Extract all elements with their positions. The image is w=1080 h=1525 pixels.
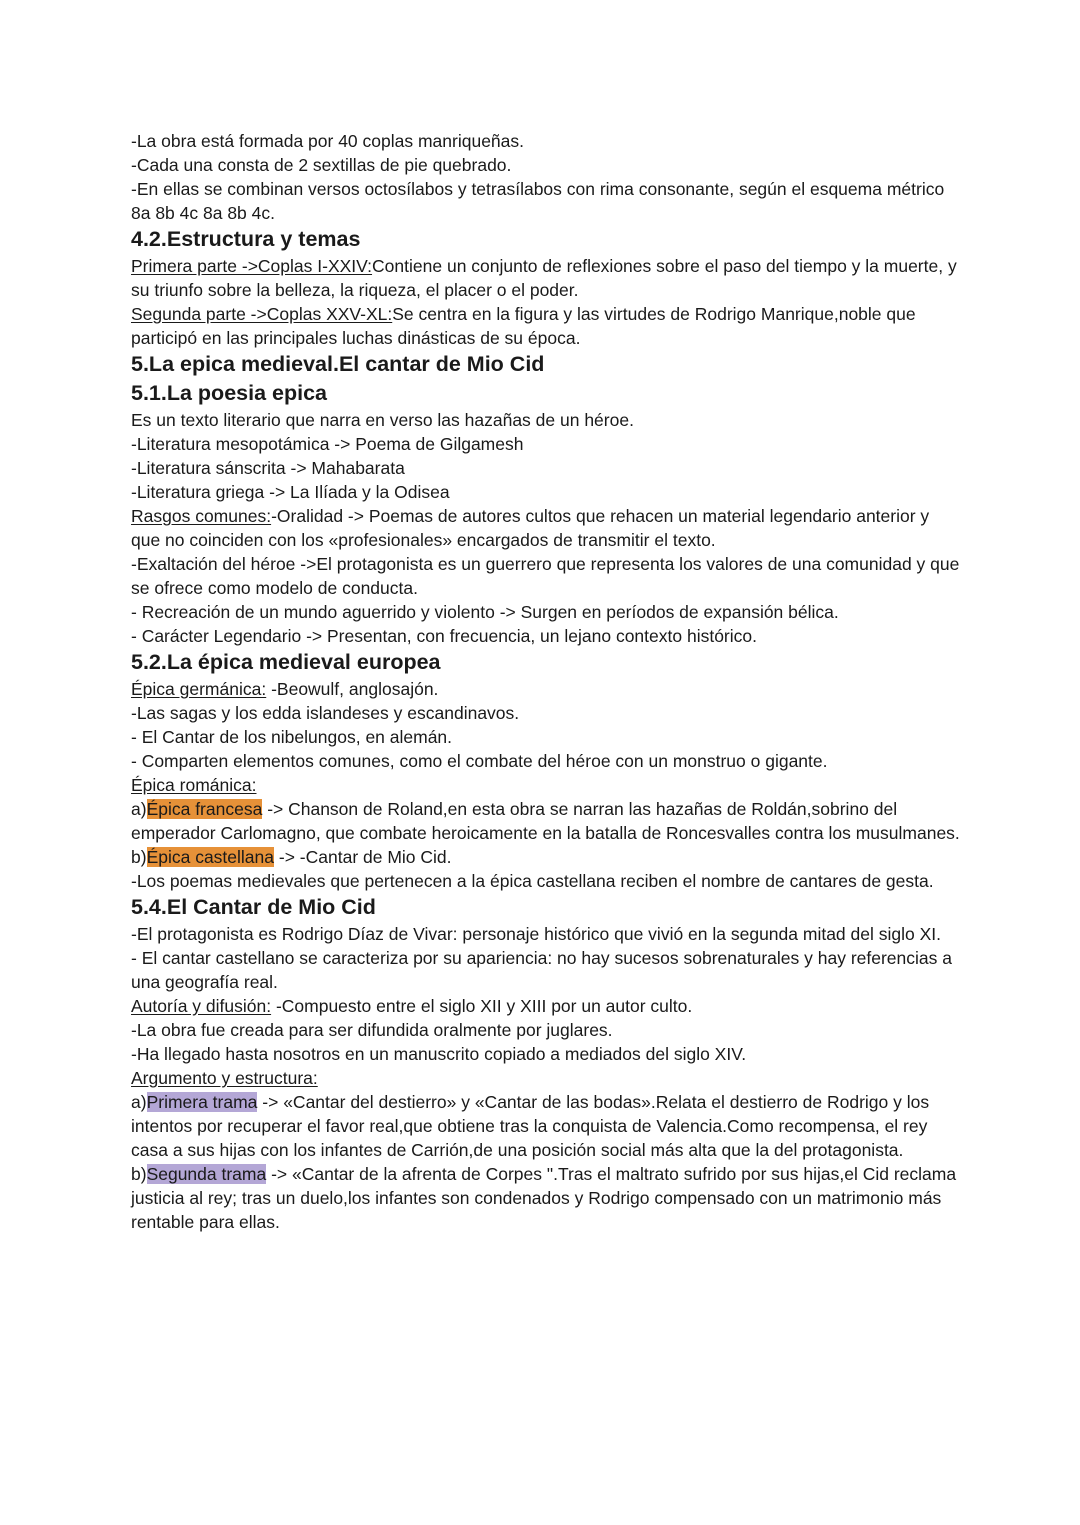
paragraph (131, 254, 961, 302)
list-prefix: b) (131, 1164, 147, 1184)
paragraph: -Los poemas medievales que pertenecen a la épica castellana reciben el nombre de cantares de gesta. (131, 871, 934, 891)
paragraph-text: -> -Cantar de Mio Cid. (274, 847, 452, 867)
paragraph: -La obra está formada por 40 coplas manriqueñas. (131, 131, 525, 151)
underlined-label: Segunda parte ->Coplas XXV-XL: (131, 304, 393, 324)
paragraph (131, 994, 961, 1018)
paragraph-text: Contiene un conjunto de reflexiones sobre el paso del tiempo y la muerte, y su triunfo sobre la belleza, la riqueza, el placer o el poder. (131, 256, 957, 300)
paragraph: - Comparten elementos comunes, como el combate del héroe con un monstruo o gigante. (131, 751, 828, 771)
list-prefix: a) (131, 1092, 147, 1112)
paragraph-text: -> Chanson de Roland,en esta obra se narran las hazañas de Roldán,sobrino del emperador Carlomagno, que combate heroicamente en la batalla de Roncesvalles contra los musulmanes. (131, 799, 960, 843)
highlighted-term: Épica castellana (146, 847, 275, 867)
section-heading: 4.2.Estructura y temas (131, 227, 361, 251)
paragraph (131, 1090, 961, 1162)
paragraph-text: -Oralidad -> Poemas de autores cultos que rehacen un material legendario anterior y que no coinciden con los «profesionales» encargados de transmitir el texto. (131, 506, 930, 550)
underlined-label: Autoría y difusión: (131, 996, 272, 1016)
section-heading: 5.2.La épica medieval europea (131, 650, 441, 674)
list-prefix: a) (131, 799, 147, 819)
document-page (131, 129, 961, 1234)
paragraph: -La obra fue creada para ser difundida oralmente por juglares. (131, 1020, 613, 1040)
paragraph: -El protagonista es Rodrigo Díaz de Vivar: personaje histórico que vivió en la segunda mitad del siglo XI. (131, 924, 941, 944)
paragraph (131, 773, 961, 797)
paragraph-text: -> «Cantar de la afrenta de Corpes ".Tras el maltrato sufrido por sus hijas,el Cid reclama justicia al rey; tras un duelo,los infantes son condenados y Rodrigo compensado con un matrimonio más rentable para ellas. (131, 1164, 957, 1232)
paragraph (131, 1162, 961, 1234)
paragraph: - Carácter Legendario -> Presentan, con frecuencia, un lejano contexto histórico. (131, 626, 757, 646)
paragraph: Es un texto literario que narra en verso las hazañas de un héroe. (131, 410, 634, 430)
paragraph: -Literatura griega -> La Ilíada y la Odisea (131, 482, 450, 502)
paragraph: -Las sagas y los edda islandeses y escandinavos. (131, 703, 520, 723)
highlighted-term: Segunda trama (146, 1164, 267, 1184)
paragraph-text: -Compuesto entre el siglo XII y XIII por un autor culto. (271, 996, 693, 1016)
list-prefix: b) (131, 847, 147, 867)
paragraph: -Exaltación del héroe ->El protagonista es un guerrero que representa los valores de una comunidad y que se ofrece como modelo de conducta. (131, 554, 960, 598)
highlighted-term: Épica francesa (146, 799, 263, 819)
paragraph-text: Se centra en la figura y las virtudes de Rodrigo Manrique,noble que participó en las principales luchas dinásticas de su época. (131, 304, 916, 348)
paragraph-text: -Beowulf, anglosajón. (266, 679, 439, 699)
paragraph: -Cada una consta de 2 sextillas de pie quebrado. (131, 155, 512, 175)
paragraph (131, 677, 961, 701)
underlined-label: Argumento y estructura: (131, 1068, 318, 1088)
underlined-label: Épica románica: (131, 775, 257, 795)
paragraph: -Literatura sánscrita -> Mahabarata (131, 458, 405, 478)
underlined-label: Épica germánica: (131, 679, 267, 699)
highlighted-term: Primera trama (146, 1092, 258, 1112)
paragraph (131, 797, 961, 845)
paragraph: -Literatura mesopotámica -> Poema de Gilgamesh (131, 434, 524, 454)
paragraph: - El cantar castellano se caracteriza por su apariencia: no hay sucesos sobrenaturales y hay referencias a una geografía real. (131, 948, 952, 992)
paragraph (131, 504, 961, 552)
paragraph (131, 845, 961, 869)
paragraph: -En ellas se combinan versos octosílabos y tetrasílabos con rima consonante, según el esquema métrico 8a 8b 4c 8a 8b 4c. (131, 179, 945, 223)
underlined-label: Rasgos comunes: (131, 506, 272, 526)
section-heading: 5.4.El Cantar de Mio Cid (131, 895, 376, 919)
paragraph: - Recreación de un mundo aguerrido y violento -> Surgen en períodos de expansión bélica. (131, 602, 839, 622)
section-heading: 5.1.La poesia epica (131, 381, 327, 405)
paragraph (131, 1066, 961, 1090)
section-heading: 5.La epica medieval.El cantar de Mio Cid (131, 352, 545, 376)
underlined-label: Primera parte ->Coplas I-XXIV: (131, 256, 373, 276)
paragraph-text: -> «Cantar del destierro» y «Cantar de las bodas».Relata el destierro de Rodrigo y los intentos por recuperar el favor real,que obtiene tras la conquista de Valencia.Como recompensa, el rey casa a sus hijas con los infantes de Carrión,de una posición social más alta que la del protagonista. (131, 1092, 930, 1160)
paragraph: -Ha llegado hasta nosotros en un manuscrito copiado a mediados del siglo XIV. (131, 1044, 747, 1064)
paragraph: - El Cantar de los nibelungos, en alemán. (131, 727, 453, 747)
paragraph (131, 302, 961, 350)
